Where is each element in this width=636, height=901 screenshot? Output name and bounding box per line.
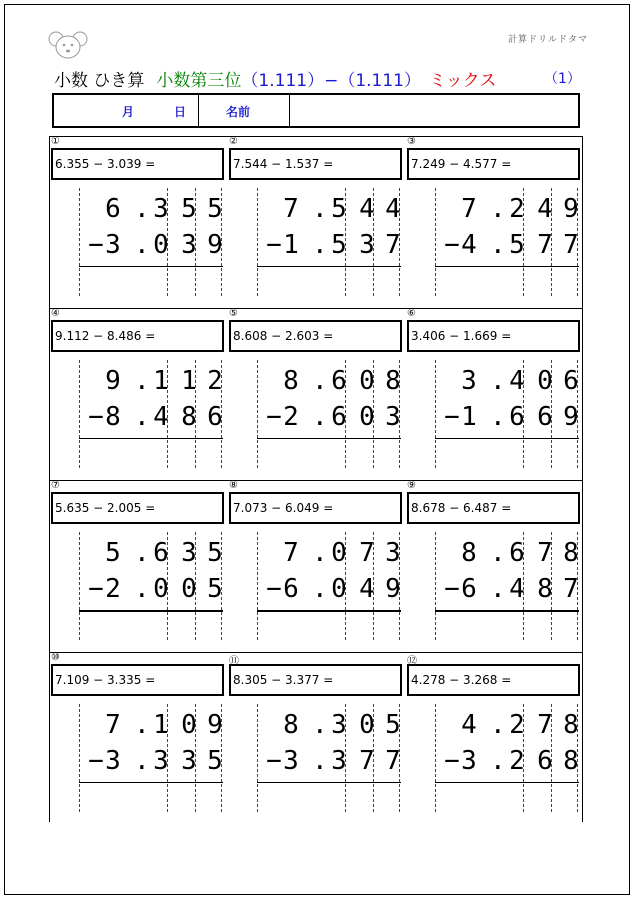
digit: 1 xyxy=(461,402,477,432)
answer-area[interactable] xyxy=(435,268,579,302)
title-level: 小数第三位 xyxy=(156,71,242,91)
problem-expression[interactable]: 7.249 − 4.577 = xyxy=(407,148,580,180)
title-topic: 小数 ひき算 xyxy=(54,71,145,91)
digit: 8 xyxy=(283,710,299,740)
digit: 5 xyxy=(331,194,347,224)
problem-number: ⑩ xyxy=(51,652,60,663)
digit: 0 xyxy=(331,538,347,568)
problem-cell xyxy=(49,136,227,308)
digit: 4 xyxy=(461,710,477,740)
decimal-point: . xyxy=(134,574,150,604)
digit: 7 xyxy=(385,746,401,776)
digit: 3 xyxy=(385,402,401,432)
problem-number: ⑧ xyxy=(229,480,238,491)
digit: 3 xyxy=(331,710,347,740)
digit: 2 xyxy=(283,402,299,432)
decimal-point: . xyxy=(312,574,328,604)
minus-sign: − xyxy=(88,574,104,604)
answer-area[interactable] xyxy=(257,784,401,818)
minus-sign: − xyxy=(444,746,460,776)
decimal-point: . xyxy=(134,194,150,224)
problem-expression[interactable]: 9.112 − 8.486 = xyxy=(51,320,224,352)
decimal-point: . xyxy=(490,538,506,568)
digit: 4 xyxy=(359,574,375,604)
minus-sign: − xyxy=(444,230,460,260)
digit: 3 xyxy=(181,230,197,260)
digit: 8 xyxy=(563,746,579,776)
digit: 3 xyxy=(461,746,477,776)
answer-area[interactable] xyxy=(435,612,579,646)
problem-number: ③ xyxy=(407,136,416,147)
page-title xyxy=(54,66,497,91)
digit: 4 xyxy=(461,230,477,260)
digit: 7 xyxy=(385,230,401,260)
problem-expression[interactable]: 6.355 − 3.039 = xyxy=(51,148,224,180)
answer-area[interactable] xyxy=(79,440,223,474)
answer-area[interactable] xyxy=(79,268,223,302)
digit: 6 xyxy=(461,574,477,604)
decimal-point: . xyxy=(312,230,328,260)
answer-area[interactable] xyxy=(435,440,579,474)
minus-sign: − xyxy=(88,746,104,776)
digit: 7 xyxy=(359,538,375,568)
answer-line xyxy=(257,782,401,783)
decimal-point: . xyxy=(490,746,506,776)
problem-number: ⑪ xyxy=(229,656,239,667)
digit: 6 xyxy=(331,402,347,432)
decimal-point: . xyxy=(134,538,150,568)
digit: 1 xyxy=(153,366,169,396)
digit: 6 xyxy=(283,574,299,604)
digit: 4 xyxy=(509,574,525,604)
digit: 6 xyxy=(509,538,525,568)
digit: 7 xyxy=(537,538,553,568)
digit: 6 xyxy=(207,402,223,432)
digit: 5 xyxy=(385,710,401,740)
digit: 5 xyxy=(181,194,197,224)
decimal-point: . xyxy=(312,402,328,432)
digit: 9 xyxy=(563,402,579,432)
decimal-point: . xyxy=(134,366,150,396)
problem-expression[interactable]: 7.109 − 3.335 = xyxy=(51,664,224,696)
mouse-logo-icon xyxy=(48,30,88,60)
problem-number: ⑫ xyxy=(407,656,417,667)
digit: 5 xyxy=(331,230,347,260)
digit: 5 xyxy=(207,746,223,776)
problem-expression[interactable]: 8.608 − 2.603 = xyxy=(229,320,402,352)
problem-cell xyxy=(49,652,227,824)
digit: 0 xyxy=(359,366,375,396)
minus-sign: − xyxy=(444,574,460,604)
problem-cell xyxy=(49,308,227,480)
digit: 0 xyxy=(153,574,169,604)
digit: 5 xyxy=(207,538,223,568)
digit: 3 xyxy=(359,230,375,260)
problem-cell xyxy=(227,652,405,824)
digit: 3 xyxy=(181,746,197,776)
digit: 7 xyxy=(105,710,121,740)
digit: 9 xyxy=(563,194,579,224)
digit: 6 xyxy=(563,366,579,396)
digit: 2 xyxy=(509,746,525,776)
minus-sign: − xyxy=(266,230,282,260)
digit: 4 xyxy=(153,402,169,432)
month-label: 月 xyxy=(122,105,135,119)
brand-label: 計算ドリルドタマ xyxy=(507,35,588,45)
minus-sign: − xyxy=(88,230,104,260)
digit: 7 xyxy=(461,194,477,224)
answer-area[interactable] xyxy=(79,784,223,818)
problem-expression[interactable]: 7.544 − 1.537 = xyxy=(229,148,402,180)
problem-cell xyxy=(227,136,405,308)
answer-line xyxy=(79,266,223,267)
answer-area[interactable] xyxy=(79,612,223,646)
decimal-point: . xyxy=(490,402,506,432)
digit: 3 xyxy=(385,538,401,568)
problem-cell xyxy=(405,136,583,308)
digit: 3 xyxy=(153,194,169,224)
decimal-point: . xyxy=(134,710,150,740)
problem-number: ⑨ xyxy=(407,480,416,491)
minus-sign: − xyxy=(266,402,282,432)
digit: 5 xyxy=(509,230,525,260)
digit: 0 xyxy=(331,574,347,604)
digit: 0 xyxy=(181,574,197,604)
decimal-point: . xyxy=(134,230,150,260)
digit: 3 xyxy=(105,746,121,776)
problem-expression[interactable]: 8.305 − 3.377 = xyxy=(229,664,402,696)
digit: 2 xyxy=(207,366,223,396)
answer-line xyxy=(435,438,579,439)
digit: 4 xyxy=(385,194,401,224)
name-label: 名前 xyxy=(226,105,251,119)
name-field[interactable] xyxy=(290,95,578,126)
digit: 6 xyxy=(153,538,169,568)
digit: 1 xyxy=(181,366,197,396)
decimal-point: . xyxy=(134,746,150,776)
problem-expression[interactable]: 4.278 − 3.268 = xyxy=(407,664,580,696)
decimal-point: . xyxy=(312,710,328,740)
digit: 8 xyxy=(105,402,121,432)
digit: 3 xyxy=(153,746,169,776)
problem-expression[interactable]: 5.635 − 2.005 = xyxy=(51,492,224,524)
decimal-point: . xyxy=(490,194,506,224)
answer-area[interactable] xyxy=(257,612,401,646)
digit: 5 xyxy=(105,538,121,568)
name-box xyxy=(52,93,580,128)
digit: 3 xyxy=(283,746,299,776)
problem-number: ⑦ xyxy=(51,480,60,491)
digit: 6 xyxy=(537,402,553,432)
problem-number: ① xyxy=(51,136,60,147)
digit: 3 xyxy=(105,230,121,260)
digit: 9 xyxy=(105,366,121,396)
date-field[interactable] xyxy=(54,95,199,126)
problem-number: ⑤ xyxy=(229,308,238,319)
digit: 5 xyxy=(207,574,223,604)
digit: 8 xyxy=(181,402,197,432)
digit: 8 xyxy=(385,366,401,396)
answer-line xyxy=(435,782,579,783)
problem-number: ④ xyxy=(51,308,60,319)
answer-area[interactable] xyxy=(257,440,401,474)
problem-cell xyxy=(405,652,583,824)
digit: 7 xyxy=(283,538,299,568)
digit: 6 xyxy=(509,402,525,432)
digit: 3 xyxy=(181,538,197,568)
minus-sign: − xyxy=(444,402,460,432)
minus-sign: − xyxy=(266,746,282,776)
digit: 0 xyxy=(537,366,553,396)
digit: 4 xyxy=(537,194,553,224)
digit: 6 xyxy=(537,746,553,776)
sheet-number: （1） xyxy=(544,71,581,87)
day-label: 日 xyxy=(174,105,187,119)
digit: 4 xyxy=(509,366,525,396)
digit: 6 xyxy=(105,194,121,224)
digit: 7 xyxy=(563,574,579,604)
digit: 4 xyxy=(359,194,375,224)
answer-line xyxy=(257,266,401,267)
digit: 7 xyxy=(283,194,299,224)
digit: 5 xyxy=(207,194,223,224)
digit: 7 xyxy=(537,230,553,260)
digit: 0 xyxy=(359,710,375,740)
decimal-point: . xyxy=(490,574,506,604)
problem-number: ② xyxy=(229,136,238,147)
title-pattern: （1.111）−（1.111） xyxy=(241,71,421,91)
digit: 9 xyxy=(385,574,401,604)
decimal-point: . xyxy=(134,402,150,432)
problem-expression[interactable]: 7.073 − 6.049 = xyxy=(229,492,402,524)
answer-line xyxy=(79,438,223,439)
digit: 3 xyxy=(461,366,477,396)
digit: 6 xyxy=(331,366,347,396)
minus-sign: − xyxy=(88,402,104,432)
decimal-point: . xyxy=(312,746,328,776)
problem-cell xyxy=(49,480,227,652)
digit: 0 xyxy=(153,230,169,260)
problem-cell xyxy=(405,308,583,480)
digit: 9 xyxy=(207,710,223,740)
decimal-point: . xyxy=(490,230,506,260)
digit: 2 xyxy=(509,710,525,740)
digit: 8 xyxy=(283,366,299,396)
digit: 7 xyxy=(359,746,375,776)
answer-area[interactable] xyxy=(257,268,401,302)
digit: 1 xyxy=(153,710,169,740)
digit: 7 xyxy=(563,230,579,260)
digit: 8 xyxy=(563,710,579,740)
digit: 2 xyxy=(509,194,525,224)
digit: 8 xyxy=(537,574,553,604)
decimal-point: . xyxy=(312,366,328,396)
name-label-cell xyxy=(198,95,290,126)
decimal-point: . xyxy=(490,710,506,740)
decimal-point: . xyxy=(490,366,506,396)
digit: 7 xyxy=(537,710,553,740)
digit: 8 xyxy=(563,538,579,568)
answer-line xyxy=(257,438,401,439)
problem-number: ⑥ xyxy=(407,308,416,319)
answer-area[interactable] xyxy=(435,784,579,818)
problem-cell xyxy=(227,308,405,480)
digit: 0 xyxy=(359,402,375,432)
problem-expression[interactable]: 8.678 − 6.487 = xyxy=(407,492,580,524)
digit: 0 xyxy=(181,710,197,740)
digit: 3 xyxy=(331,746,347,776)
digit: 2 xyxy=(105,574,121,604)
problem-cell xyxy=(227,480,405,652)
problem-expression[interactable]: 3.406 − 1.669 = xyxy=(407,320,580,352)
title-mix: ミックス xyxy=(429,71,497,91)
digit: 8 xyxy=(461,538,477,568)
minus-sign: − xyxy=(266,574,282,604)
digit: 9 xyxy=(207,230,223,260)
answer-line xyxy=(435,266,579,267)
decimal-point: . xyxy=(312,194,328,224)
problem-cell xyxy=(405,480,583,652)
decimal-point: . xyxy=(312,538,328,568)
answer-line xyxy=(79,782,223,783)
digit: 1 xyxy=(283,230,299,260)
